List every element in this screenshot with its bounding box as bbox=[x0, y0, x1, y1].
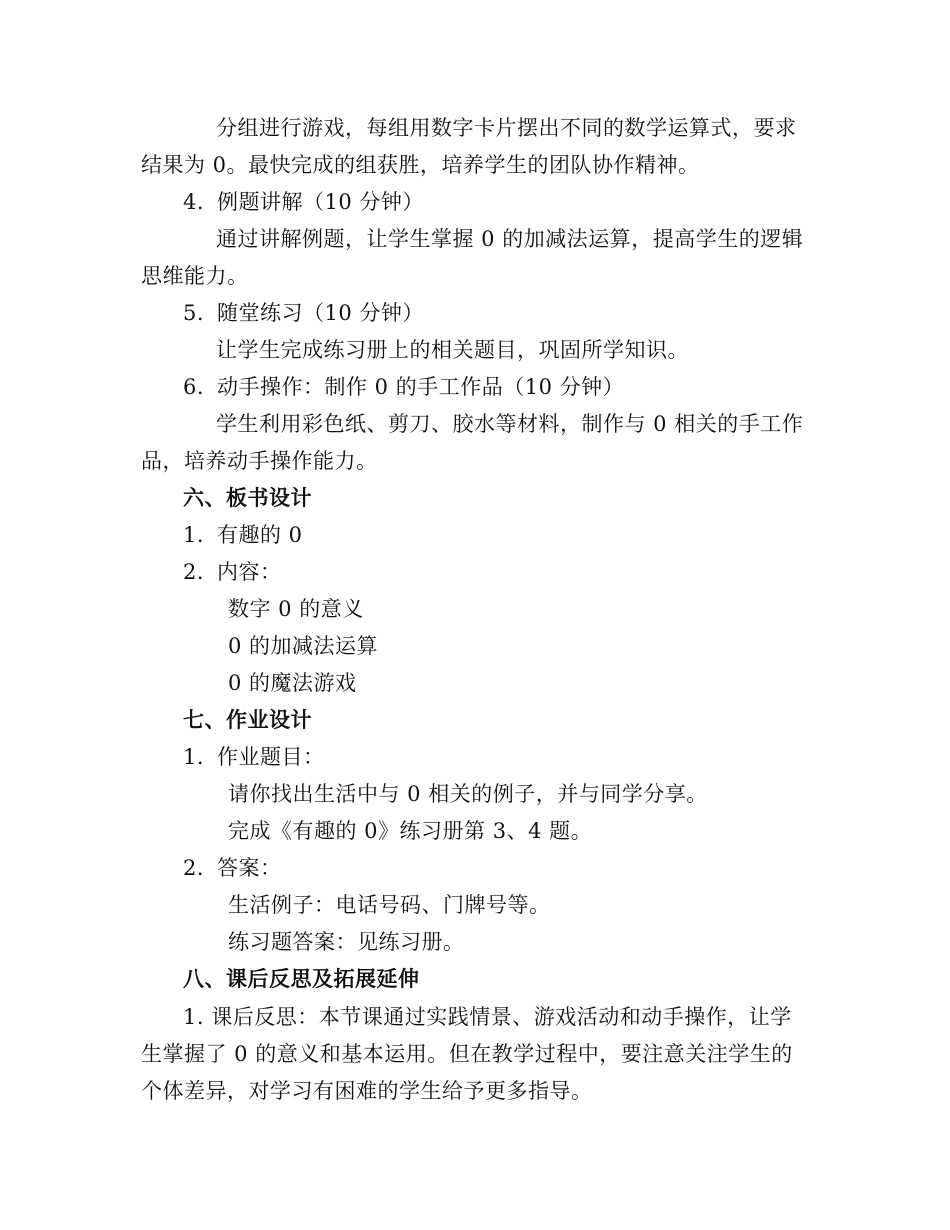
list-number: 5. bbox=[183, 301, 205, 325]
board-item-2 bbox=[183, 558, 282, 586]
homework-item-2 bbox=[183, 854, 282, 882]
list-number: 2. bbox=[183, 560, 205, 584]
example-paragraph-line-2: 思维能力。 bbox=[141, 264, 249, 288]
homework-task-2: 完成《有趣的 0》练习册第 3、4 题。 bbox=[228, 819, 593, 843]
list-number: 1. bbox=[183, 745, 205, 769]
section-6-heading: 六、板书设计 bbox=[183, 485, 312, 510]
section-8-heading: 八、课后反思及拓展延伸 bbox=[183, 966, 420, 991]
list-item-text: 有趣的 0 bbox=[217, 523, 303, 547]
section-7-heading: 七、作业设计 bbox=[183, 707, 312, 732]
list-item-4 bbox=[183, 188, 424, 216]
list-item-6 bbox=[183, 373, 624, 401]
list-item-text: 作业题目： bbox=[217, 745, 325, 769]
game-paragraph-line-2: 结果为 0。最快完成的组获胜，培养学生的团队协作精神。 bbox=[141, 153, 700, 177]
example-paragraph-line-1: 通过讲解例题，让学生掌握 0 的加减法运算，提高学生的逻辑 bbox=[216, 227, 804, 251]
list-number: 4. bbox=[183, 190, 205, 214]
handcraft-paragraph-line-1: 学生利用彩色纸、剪刀、胶水等材料，制作与 0 相关的手工作 bbox=[216, 412, 804, 436]
list-item-text: 动手操作：制作 0 的手工作品（10 分钟） bbox=[217, 375, 625, 399]
list-item-text: 随堂练习（10 分钟） bbox=[217, 301, 424, 325]
homework-item-1 bbox=[183, 743, 325, 771]
list-item-5 bbox=[183, 299, 424, 327]
list-item-text: 答案： bbox=[217, 856, 282, 880]
board-content-2: 0 的加减法运算 bbox=[228, 634, 379, 658]
list-item-text: 例题讲解（10 分钟） bbox=[217, 190, 424, 214]
practice-paragraph: 让学生完成练习册上的相关题目，巩固所学知识。 bbox=[216, 338, 689, 362]
reflection-line-3: 个体差异，对学习有困难的学生给予更多指导。 bbox=[141, 1079, 593, 1103]
homework-task-1: 请你找出生活中与 0 相关的例子，并与同学分享。 bbox=[228, 782, 708, 806]
board-content-3: 0 的魔法游戏 bbox=[228, 671, 357, 695]
board-content-1: 数字 0 的意义 bbox=[228, 597, 364, 621]
list-number: 2. bbox=[183, 856, 205, 880]
list-item-text: 内容： bbox=[217, 560, 282, 584]
list-number: 6. bbox=[183, 375, 205, 399]
board-item-1 bbox=[183, 521, 303, 549]
handcraft-paragraph-line-2: 品，培养动手操作能力。 bbox=[141, 449, 378, 473]
answer-2: 练习题答案：见练习册。 bbox=[228, 930, 465, 954]
game-paragraph-line-1: 分组进行游戏，每组用数字卡片摆出不同的数学运算式，要求 bbox=[216, 116, 797, 140]
list-number: 1. bbox=[183, 523, 205, 547]
reflection-line-1: 1. 课后反思：本节课通过实践情景、游戏活动和动手操作，让学 bbox=[183, 1005, 792, 1029]
reflection-line-2: 生掌握了 0 的意义和基本运用。但在教学过程中，要注意关注学生的 bbox=[141, 1042, 793, 1066]
answer-1: 生活例子：电话号码、门牌号等。 bbox=[228, 893, 551, 917]
